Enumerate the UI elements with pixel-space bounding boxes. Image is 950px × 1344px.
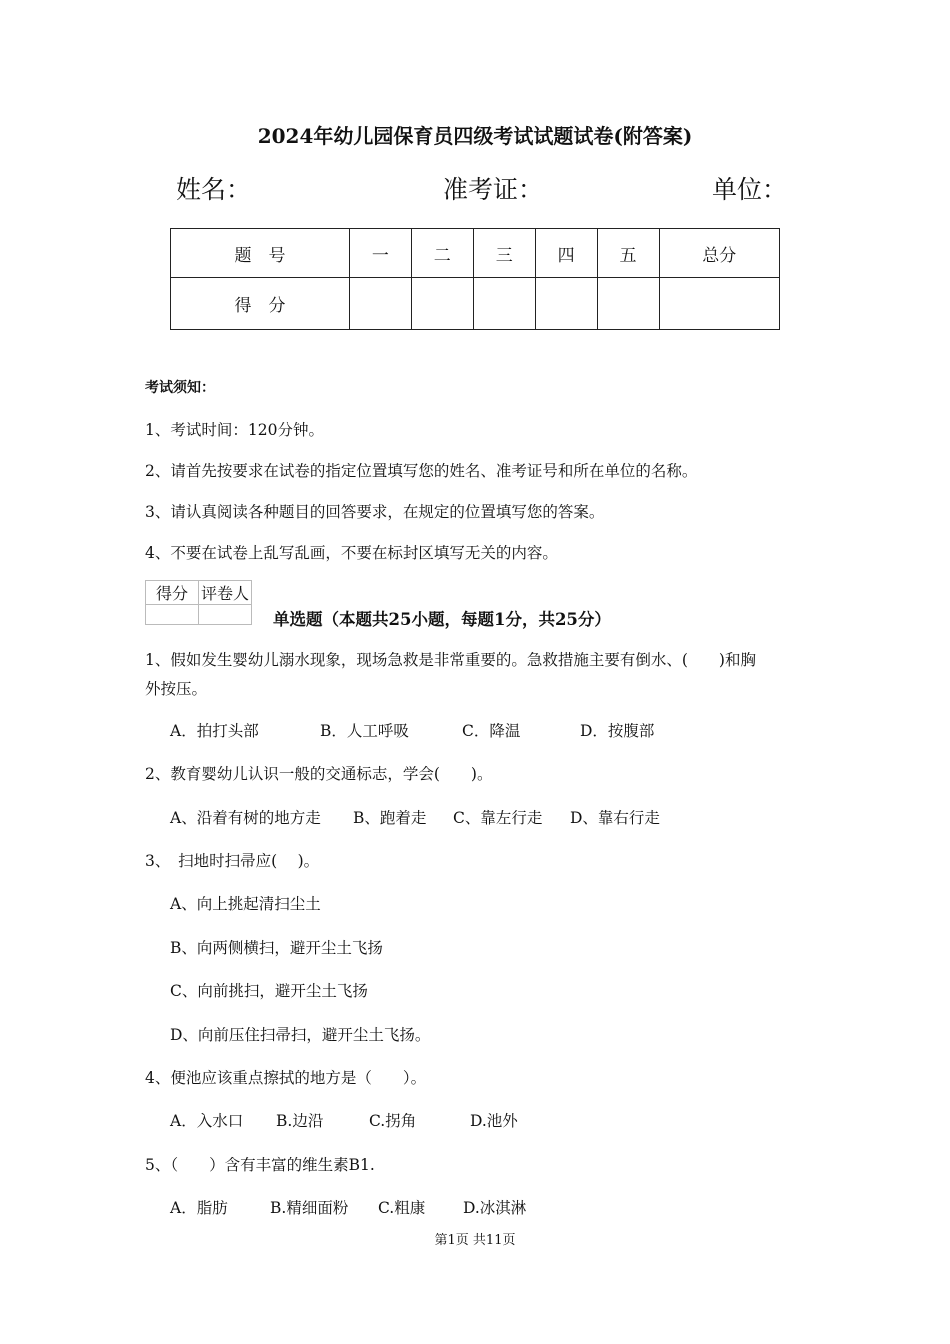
option: A．脂肪 bbox=[170, 1199, 228, 1217]
score-table-header-cell: 三 bbox=[473, 229, 535, 278]
document-title: 2024年幼儿园保育员四级考试试题试卷(附答案) bbox=[257, 124, 693, 148]
option: C.拐角 bbox=[369, 1112, 417, 1130]
score-table-score-row bbox=[171, 278, 780, 330]
score-table-header-cell: 五 bbox=[597, 229, 659, 278]
option: B、向两侧横扫，避开尘土飞扬 bbox=[170, 939, 383, 957]
score-cell[interactable] bbox=[597, 278, 659, 330]
exam-id-field-label: 准考证： bbox=[443, 175, 544, 204]
option: B.边沿 bbox=[276, 1112, 324, 1130]
score-table-header-cell: 四 bbox=[535, 229, 597, 278]
question-stem: 4、便池应该重点擦拭的地方是（ ）。 bbox=[145, 1069, 427, 1087]
unit-field-label: 单位： bbox=[712, 175, 788, 204]
score-cell[interactable] bbox=[349, 278, 411, 330]
page-footer: 第1页 共11页 bbox=[434, 1233, 516, 1248]
option: D、靠右行走 bbox=[570, 809, 660, 827]
name-field-label: 姓名： bbox=[176, 175, 252, 204]
option: B.精细面粉 bbox=[270, 1199, 349, 1217]
score-table-header-cell: 二 bbox=[411, 229, 473, 278]
grader-name-cell[interactable] bbox=[199, 605, 252, 625]
option: D.冰淇淋 bbox=[463, 1199, 527, 1217]
grader-name-label: 评卷人 bbox=[199, 581, 252, 605]
note-item: 2、请首先按要求在试卷的指定位置填写您的姓名、准考证号和所在单位的名称。 bbox=[145, 462, 698, 480]
score-cell[interactable] bbox=[535, 278, 597, 330]
option: B、跑着走 bbox=[353, 809, 427, 827]
notes-heading: 考试须知： bbox=[145, 380, 215, 396]
grader-score-cell[interactable] bbox=[146, 605, 199, 625]
score-table-header-cell: 一 bbox=[349, 229, 411, 278]
section-title: 单选题（本题共25小题，每题1分，共25分） bbox=[273, 610, 611, 629]
note-item: 1、考试时间：120分钟。 bbox=[145, 421, 324, 439]
score-table bbox=[170, 228, 780, 330]
option: A、沿着有树的地方走 bbox=[170, 809, 321, 827]
grader-box bbox=[145, 580, 252, 625]
option: C、靠左行走 bbox=[453, 809, 543, 827]
score-cell[interactable] bbox=[411, 278, 473, 330]
score-table-header-row bbox=[171, 229, 780, 278]
option: B．人工呼吸 bbox=[320, 722, 409, 740]
question-stem: 1、假如发生婴幼儿溺水现象，现场急救是非常重要的。急救措施主要有倒水、( )和胸 bbox=[145, 651, 756, 669]
option: C.粗康 bbox=[378, 1199, 426, 1217]
question-stem-continued: 外按压。 bbox=[145, 680, 208, 698]
score-table-header-cell: 总分 bbox=[659, 229, 779, 278]
option: D．按腹部 bbox=[580, 722, 655, 740]
option: C．降温 bbox=[462, 722, 521, 740]
option: D.池外 bbox=[470, 1112, 518, 1130]
note-item: 4、不要在试卷上乱写乱画，不要在标封区填写无关的内容。 bbox=[145, 544, 558, 562]
option: A．拍打头部 bbox=[170, 722, 259, 740]
score-table-header-cell: 题 号 bbox=[171, 229, 350, 278]
score-cell[interactable] bbox=[473, 278, 535, 330]
option: A．入水口 bbox=[170, 1112, 244, 1130]
option: C、向前挑扫，避开尘土飞扬 bbox=[170, 982, 368, 1000]
grader-score-label: 得分 bbox=[146, 581, 199, 605]
score-row-label: 得 分 bbox=[171, 278, 350, 330]
question-stem: 3、 扫地时扫帚应( )。 bbox=[145, 852, 320, 870]
score-cell[interactable] bbox=[659, 278, 779, 330]
option: D、向前压住扫帚扫，避开尘土飞扬。 bbox=[170, 1026, 431, 1044]
option: A、向上挑起清扫尘土 bbox=[170, 895, 321, 913]
question-stem: 2、教育婴幼儿认识一般的交通标志，学会( )。 bbox=[145, 765, 493, 783]
question-stem: 5、（ ）含有丰富的维生素B1. bbox=[145, 1156, 375, 1174]
note-item: 3、请认真阅读各种题目的回答要求，在规定的位置填写您的答案。 bbox=[145, 503, 605, 521]
